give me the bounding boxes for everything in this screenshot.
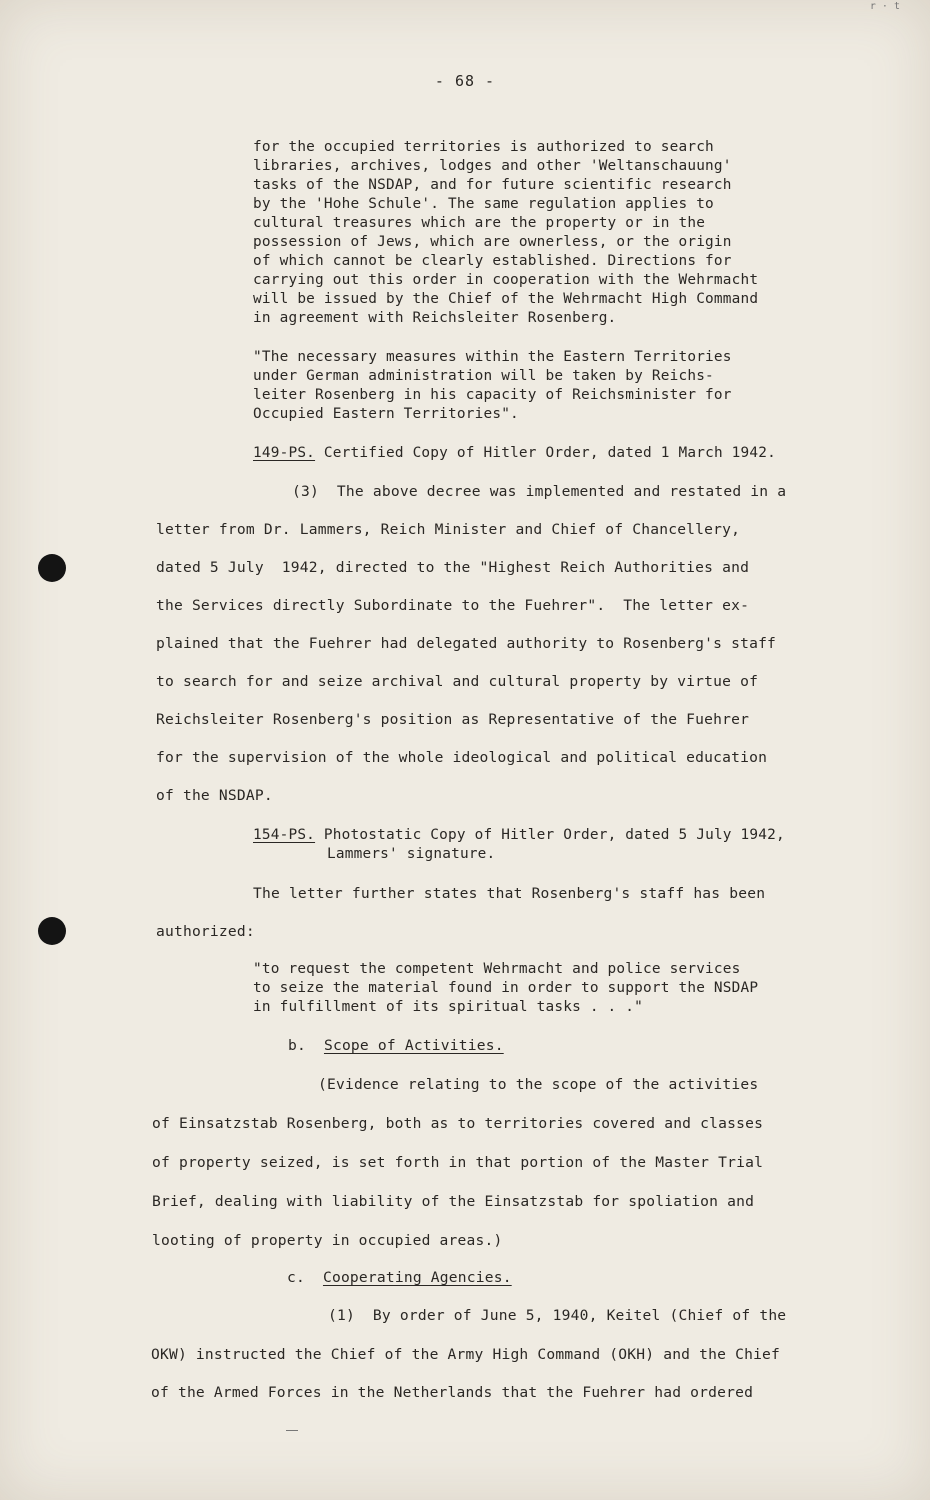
- body-line: (3) The above decree was implemented and restated in a: [292, 483, 787, 500]
- section-title: Scope of Activities.: [323, 1037, 504, 1054]
- quote2-line: under German administration will be taken by Reichs-: [253, 368, 714, 384]
- section-c-heading: [287, 1268, 512, 1287]
- quote3-line: to seize the material found in order to support the NSDAP: [253, 980, 759, 996]
- citation-149-ps: [253, 444, 776, 463]
- page-number: - 68 -: [434, 72, 496, 90]
- quote1-line: libraries, archives, lodges and other 'Weltanschauung': [253, 158, 732, 174]
- body-line: dated 5 July 1942, directed to the "Highest Reich Authorities and: [156, 559, 750, 576]
- citation-154-ps: [253, 826, 785, 845]
- body-line: The letter further states that Rosenberg's staff has been: [253, 885, 766, 902]
- footer-mark: [286, 1430, 298, 1431]
- body-line: of Einsatzstab Rosenberg, both as to territories covered and classes: [152, 1115, 764, 1132]
- quote3-line: in fulfillment of its spiritual tasks . . .": [253, 999, 644, 1015]
- body-line: of property seized, is set forth in that portion of the Master Trial: [152, 1154, 764, 1171]
- body-line: Brief, dealing with liability of the Einsatzstab for spoliation and: [152, 1193, 755, 1210]
- body-line: (1) By order of June 5, 1940, Keitel (Chief of the: [328, 1307, 787, 1324]
- quote1-line: for the occupied territories is authorized to search: [253, 139, 714, 155]
- quote2-line: "The necessary measures within the Eastern Territories: [253, 349, 732, 365]
- quote1-line: of which cannot be clearly established. Directions for: [253, 253, 732, 269]
- quote1-line: by the 'Hohe Schule'. The same regulation applies to: [253, 196, 714, 212]
- body-line: for the supervision of the whole ideological and political education: [156, 749, 768, 766]
- body-line: OKW) instructed the Chief of the Army High Command (OKH) and the Chief: [151, 1346, 781, 1363]
- quote1-line: will be issued by the Chief of the Wehrmacht High Command: [253, 291, 759, 307]
- body-line: the Services directly Subordinate to the Fuehrer". The letter ex-: [156, 597, 750, 614]
- body-line: letter from Dr. Lammers, Reich Minister and Chief of Chancellery,: [156, 521, 741, 538]
- punch-hole: [38, 554, 66, 582]
- body-line: looting of property in occupied areas.): [152, 1232, 503, 1249]
- quote1-line: carrying out this order in cooperation with the Wehrmacht: [253, 272, 759, 288]
- citation-ref: 154-PS.: [253, 827, 316, 843]
- punch-hole: [38, 917, 66, 945]
- quote3-line: "to request the competent Wehrmacht and police services: [253, 961, 741, 977]
- citation-text-continued: Lammers' signature.: [327, 846, 496, 862]
- section-b-heading: [288, 1036, 504, 1055]
- body-line: plained that the Fuehrer had delegated authority to Rosenberg's staff: [156, 635, 777, 652]
- quote1-line: cultural treasures which are the property or in the: [253, 215, 706, 231]
- citation-text: Photostatic Copy of Hitler Order, dated 5 July 1942,: [315, 827, 785, 843]
- body-line: of the Armed Forces in the Netherlands that the Fuehrer had ordered: [151, 1384, 754, 1401]
- quote2-line: leiter Rosenberg in his capacity of Reichsminister for: [253, 387, 732, 403]
- section-title: Cooperating Agencies.: [322, 1269, 512, 1286]
- quote1-line: tasks of the NSDAP, and for future scientific research: [253, 177, 732, 193]
- body-line: Reichsleiter Rosenberg's position as Representative of the Fuehrer: [156, 711, 750, 728]
- body-line: to search for and seize archival and cultural property by virtue of: [156, 673, 759, 690]
- quote1-line: possession of Jews, which are ownerless, or the origin: [253, 234, 732, 250]
- quote2-line: Occupied Eastern Territories".: [253, 406, 519, 422]
- body-line: of the NSDAP.: [156, 787, 273, 804]
- corner-mark: r · t: [869, 1, 900, 12]
- body-line: authorized:: [156, 923, 255, 940]
- section-letter: c.: [287, 1269, 305, 1286]
- citation-ref: 149-PS.: [253, 445, 316, 461]
- quote1-line: in agreement with Reichsleiter Rosenberg.: [253, 310, 617, 326]
- section-letter: b.: [288, 1037, 306, 1054]
- body-line: (Evidence relating to the scope of the activities: [318, 1076, 759, 1093]
- citation-text: Certified Copy of Hitler Order, dated 1 March 1942.: [315, 445, 776, 461]
